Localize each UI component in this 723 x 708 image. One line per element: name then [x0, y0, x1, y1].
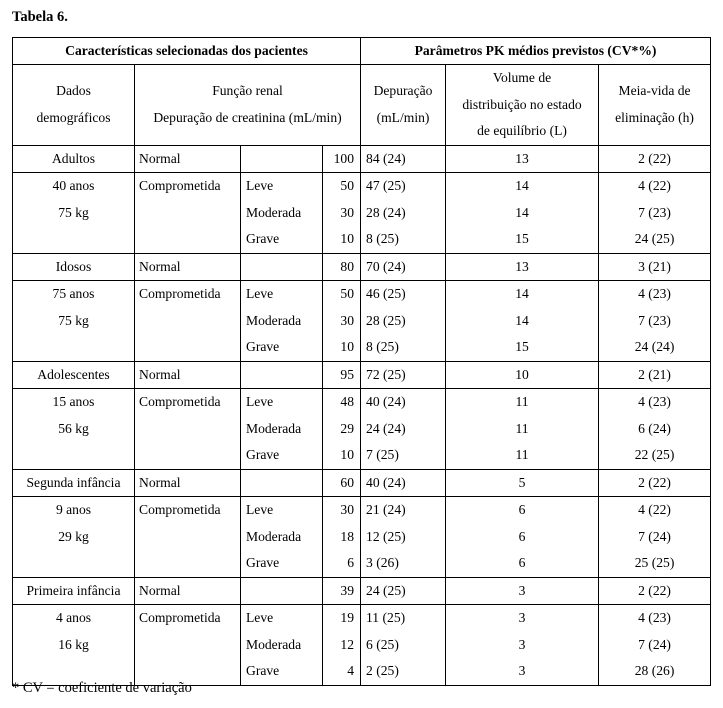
demographic-cell: [13, 577, 135, 605]
header-text: distribuição no estado: [462, 96, 582, 112]
half-life-cell-text: 3 (21): [638, 258, 671, 274]
renal-status-cell: [135, 173, 241, 254]
creatinine-clearance-cell-text: 10: [340, 231, 355, 246]
demographic-cell-text: 16 kg: [58, 636, 89, 652]
volume-cell-text: 3: [518, 663, 526, 678]
volume-cell-text: 11: [515, 420, 529, 436]
creatinine-clearance-cell: [323, 389, 361, 470]
renal-status-cell: [135, 605, 241, 686]
volume-cell: [446, 145, 599, 173]
severity-cell: [241, 389, 323, 470]
creatinine-clearance-cell-text: 12: [340, 636, 355, 652]
clearance-cell-text: 2 (25): [366, 663, 399, 678]
severity-cell: [241, 361, 323, 389]
volume-cell: [446, 497, 599, 578]
half-life-cell-text: 2 (22): [638, 582, 671, 598]
demographic-cell-text: 56 kg: [58, 420, 89, 436]
demographic-cell-text: Primeira infância: [26, 582, 121, 598]
table-row: [13, 497, 711, 578]
half-life-cell: [599, 577, 711, 605]
clearance-cell-text: 28 (24): [366, 204, 406, 220]
creatinine-clearance-cell-text: 95: [340, 366, 355, 382]
volume-cell-text: 14: [515, 204, 529, 220]
renal-status-cell-text: Normal: [139, 150, 181, 166]
renal-status-cell: [135, 253, 241, 281]
clearance-cell: [361, 281, 446, 362]
demographic-cell-text: Segunda infância: [26, 474, 121, 490]
creatinine-clearance-cell-text: 50: [340, 178, 355, 193]
clearance-cell-text: 40 (24): [366, 394, 406, 409]
creatinine-clearance-cell: [323, 361, 361, 389]
creatinine-clearance-cell: [323, 145, 361, 173]
volume-cell: [446, 389, 599, 470]
header-text: eliminação (h): [615, 109, 694, 125]
renal-status-cell: [135, 145, 241, 173]
header-text: de equilíbrio (L): [477, 123, 567, 138]
half-life-cell-text: 24 (24): [634, 339, 675, 354]
header-patient-characteristics: Características selecionadas dos pacientes: [13, 38, 361, 65]
clearance-cell-text: 6 (25): [366, 636, 399, 652]
severity-cell-text: Moderada: [246, 528, 302, 544]
clearance-cell-text: 46 (25): [366, 286, 406, 301]
half-life-cell-text: 4 (22): [638, 178, 671, 193]
severity-cell-text: Leve: [246, 502, 274, 517]
clearance-cell-text: 84 (24): [366, 150, 406, 166]
header-text: demográficos: [36, 109, 111, 125]
header-text: Meia-vida de: [618, 83, 691, 99]
creatinine-clearance-cell-text: 60: [340, 474, 355, 490]
demographic-cell-text: Adolescentes: [37, 366, 110, 382]
demographic-cell-text: 40 anos: [52, 178, 95, 193]
creatinine-clearance-cell: [323, 497, 361, 578]
header-demographics: [13, 65, 135, 146]
severity-cell-text: Grave: [246, 231, 280, 246]
half-life-cell: [599, 253, 711, 281]
clearance-cell: [361, 469, 446, 497]
header-text: Função renal: [212, 83, 283, 99]
half-life-cell: [599, 145, 711, 173]
half-life-cell-text: 7 (23): [638, 204, 671, 220]
creatinine-clearance-cell-text: 18: [340, 528, 355, 544]
demographic-cell-text: 15 anos: [52, 394, 95, 409]
half-life-cell-text: 4 (23): [638, 286, 671, 301]
table-row: [13, 145, 711, 173]
half-life-cell-text: 24 (25): [634, 231, 675, 246]
renal-status-cell-text: Comprometida: [139, 394, 221, 409]
severity-cell-text: Grave: [246, 447, 280, 462]
clearance-cell: [361, 173, 446, 254]
renal-status-cell-text: Normal: [139, 582, 181, 598]
severity-cell: [241, 173, 323, 254]
half-life-cell-text: 22 (25): [634, 447, 675, 462]
header-text: Volume de: [492, 70, 552, 85]
renal-status-cell-text: Comprometida: [139, 502, 221, 517]
creatinine-clearance-cell-text: 19: [340, 610, 355, 625]
volume-cell-text: 13: [515, 150, 529, 166]
half-life-cell-text: 4 (22): [638, 502, 671, 517]
severity-cell: [241, 497, 323, 578]
table-row: [13, 281, 711, 362]
clearance-cell-text: 40 (24): [366, 474, 406, 490]
clearance-cell-text: 47 (25): [366, 178, 406, 193]
renal-status-cell: [135, 497, 241, 578]
table-row: [13, 577, 711, 605]
header-text: (mL/min): [376, 109, 430, 125]
clearance-cell: [361, 605, 446, 686]
table-title: Tabela 6.: [12, 9, 68, 25]
creatinine-clearance-cell: [323, 469, 361, 497]
volume-cell-text: 5: [518, 474, 526, 490]
renal-status-cell-text: Comprometida: [139, 178, 221, 193]
demographic-cell: [13, 145, 135, 173]
clearance-cell-text: 11 (25): [366, 610, 406, 625]
volume-cell-text: 6: [518, 555, 526, 570]
severity-cell: [241, 605, 323, 686]
creatinine-clearance-cell: [323, 173, 361, 254]
demographic-cell: [13, 361, 135, 389]
half-life-cell: [599, 605, 711, 686]
clearance-cell: [361, 253, 446, 281]
volume-cell-text: 6: [518, 528, 526, 544]
half-life-cell-text: 6 (24): [638, 420, 671, 436]
half-life-cell: [599, 469, 711, 497]
footnote: * CV = coeficiente de variação: [12, 680, 192, 696]
half-life-cell: [599, 389, 711, 470]
clearance-cell-text: 7 (25): [366, 447, 399, 462]
volume-cell-text: 11: [515, 394, 529, 409]
clearance-cell-text: 70 (24): [366, 258, 406, 274]
demographic-cell: [13, 253, 135, 281]
severity-cell-text: Leve: [246, 178, 274, 193]
volume-cell: [446, 281, 599, 362]
volume-cell-text: 14: [515, 286, 529, 301]
table-row: [13, 361, 711, 389]
renal-status-cell: [135, 389, 241, 470]
header-pk-parameters: Parâmetros PK médios previstos (CV*%): [361, 38, 711, 65]
clearance-cell: [361, 577, 446, 605]
demographic-cell: [13, 281, 135, 362]
half-life-cell-text: 28 (26): [634, 663, 675, 678]
severity-cell-text: Leve: [246, 610, 274, 625]
creatinine-clearance-cell-text: 30: [340, 204, 355, 220]
volume-cell-text: 15: [515, 339, 529, 354]
clearance-cell: [361, 497, 446, 578]
volume-cell-text: 14: [515, 178, 529, 193]
half-life-cell: [599, 497, 711, 578]
half-life-cell-text: 4 (23): [638, 394, 671, 409]
header-text: Depuração: [373, 83, 433, 99]
header-volume: [446, 65, 599, 146]
severity-cell-text: Grave: [246, 663, 280, 678]
severity-cell: [241, 145, 323, 173]
severity-cell-text: Moderada: [246, 636, 302, 652]
clearance-cell-text: 21 (24): [366, 502, 406, 517]
volume-cell: [446, 605, 599, 686]
header-clearance: [361, 65, 446, 146]
demographic-cell: [13, 173, 135, 254]
half-life-cell: [599, 173, 711, 254]
creatinine-clearance-cell-text: 50: [340, 286, 355, 301]
creatinine-clearance-cell: [323, 577, 361, 605]
renal-status-cell-text: Normal: [139, 258, 181, 274]
creatinine-clearance-cell-text: 10: [340, 339, 355, 354]
demographic-cell-text: 75 anos: [52, 286, 95, 301]
volume-cell-text: 10: [515, 366, 529, 382]
header-text: Depuração de creatinina (mL/min): [153, 109, 342, 125]
demographic-cell-text: 29 kg: [58, 528, 89, 544]
clearance-cell-text: 28 (25): [366, 312, 406, 328]
volume-cell-text: 3: [518, 582, 526, 598]
severity-cell-text: Grave: [246, 555, 280, 570]
clearance-cell-text: 8 (25): [366, 231, 399, 246]
half-life-cell-text: 7 (24): [638, 528, 671, 544]
clearance-cell-text: 12 (25): [366, 528, 406, 544]
half-life-cell-text: 4 (23): [638, 610, 671, 625]
demographic-cell-text: Adultos: [51, 150, 96, 166]
creatinine-clearance-cell-text: 39: [340, 582, 355, 598]
creatinine-clearance-cell-text: 30: [340, 502, 355, 517]
creatinine-clearance-cell: [323, 253, 361, 281]
half-life-cell-text: 2 (21): [638, 366, 671, 382]
renal-status-cell-text: Comprometida: [139, 610, 221, 625]
clearance-cell-text: 24 (25): [366, 582, 406, 598]
header-group-row: [13, 38, 711, 65]
creatinine-clearance-cell-text: 80: [340, 258, 355, 274]
demographic-cell-text: 4 anos: [55, 610, 92, 625]
table-row: [13, 389, 711, 470]
table-row: [13, 469, 711, 497]
renal-status-cell-text: Normal: [139, 366, 181, 382]
creatinine-clearance-cell: [323, 281, 361, 362]
clearance-cell: [361, 361, 446, 389]
clearance-cell: [361, 389, 446, 470]
demographic-cell-text: 9 anos: [55, 502, 92, 517]
severity-cell: [241, 253, 323, 281]
header-text: Dados: [56, 83, 91, 99]
volume-cell-text: 3: [518, 636, 526, 652]
volume-cell-text: 15: [515, 231, 529, 246]
severity-cell: [241, 577, 323, 605]
renal-status-cell: [135, 361, 241, 389]
creatinine-clearance-cell-text: 48: [340, 394, 355, 409]
table-body: [13, 145, 711, 685]
volume-cell: [446, 361, 599, 389]
volume-cell-text: 13: [515, 258, 529, 274]
volume-cell: [446, 253, 599, 281]
half-life-cell-text: 2 (22): [638, 150, 671, 166]
demographic-cell: [13, 389, 135, 470]
clearance-cell: [361, 145, 446, 173]
clearance-cell-text: 3 (26): [366, 555, 399, 570]
severity-cell-text: Moderada: [246, 204, 302, 220]
half-life-cell-text: 2 (22): [638, 474, 671, 490]
demographic-cell-text: 75 kg: [58, 204, 89, 220]
volume-cell-text: 14: [515, 312, 529, 328]
creatinine-clearance-cell-text: 4: [347, 663, 355, 678]
half-life-cell-text: 7 (23): [638, 312, 671, 328]
demographic-cell-text: Idosos: [55, 258, 92, 274]
half-life-cell-text: 25 (25): [634, 555, 675, 570]
header-half-life: [599, 65, 711, 146]
severity-cell: [241, 281, 323, 362]
volume-cell-text: 3: [518, 610, 526, 625]
clearance-cell-text: 8 (25): [366, 339, 399, 354]
clearance-cell-text: 24 (24): [366, 420, 406, 436]
severity-cell-text: Grave: [246, 339, 280, 354]
table-row: [13, 173, 711, 254]
renal-status-cell-text: Comprometida: [139, 286, 221, 301]
demographic-cell-text: 75 kg: [58, 312, 89, 328]
demographic-cell: [13, 497, 135, 578]
renal-status-cell: [135, 577, 241, 605]
half-life-cell: [599, 361, 711, 389]
demographic-cell: [13, 469, 135, 497]
severity-cell: [241, 469, 323, 497]
half-life-cell-text: 7 (24): [638, 636, 671, 652]
volume-cell: [446, 577, 599, 605]
volume-cell: [446, 469, 599, 497]
table-row: [13, 253, 711, 281]
severity-cell-text: Moderada: [246, 420, 302, 436]
half-life-cell: [599, 281, 711, 362]
renal-status-cell: [135, 281, 241, 362]
volume-cell-text: 6: [518, 502, 526, 517]
demographic-cell: [13, 605, 135, 686]
renal-status-cell-text: Normal: [139, 474, 181, 490]
header-renal-function: [135, 65, 361, 146]
severity-cell-text: Leve: [246, 286, 274, 301]
creatinine-clearance-cell-text: 100: [333, 150, 355, 166]
header-column-row: [13, 65, 711, 146]
creatinine-clearance-cell: [323, 605, 361, 686]
severity-cell-text: Leve: [246, 394, 274, 409]
creatinine-clearance-cell-text: 30: [340, 312, 355, 328]
table-row: [13, 605, 711, 686]
creatinine-clearance-cell-text: 10: [340, 447, 355, 462]
pk-parameters-table: [12, 37, 711, 686]
volume-cell: [446, 173, 599, 254]
severity-cell-text: Moderada: [246, 312, 302, 328]
creatinine-clearance-cell-text: 6: [347, 555, 355, 570]
clearance-cell-text: 72 (25): [366, 366, 406, 382]
volume-cell-text: 11: [515, 447, 529, 462]
renal-status-cell: [135, 469, 241, 497]
creatinine-clearance-cell-text: 29: [340, 420, 355, 436]
